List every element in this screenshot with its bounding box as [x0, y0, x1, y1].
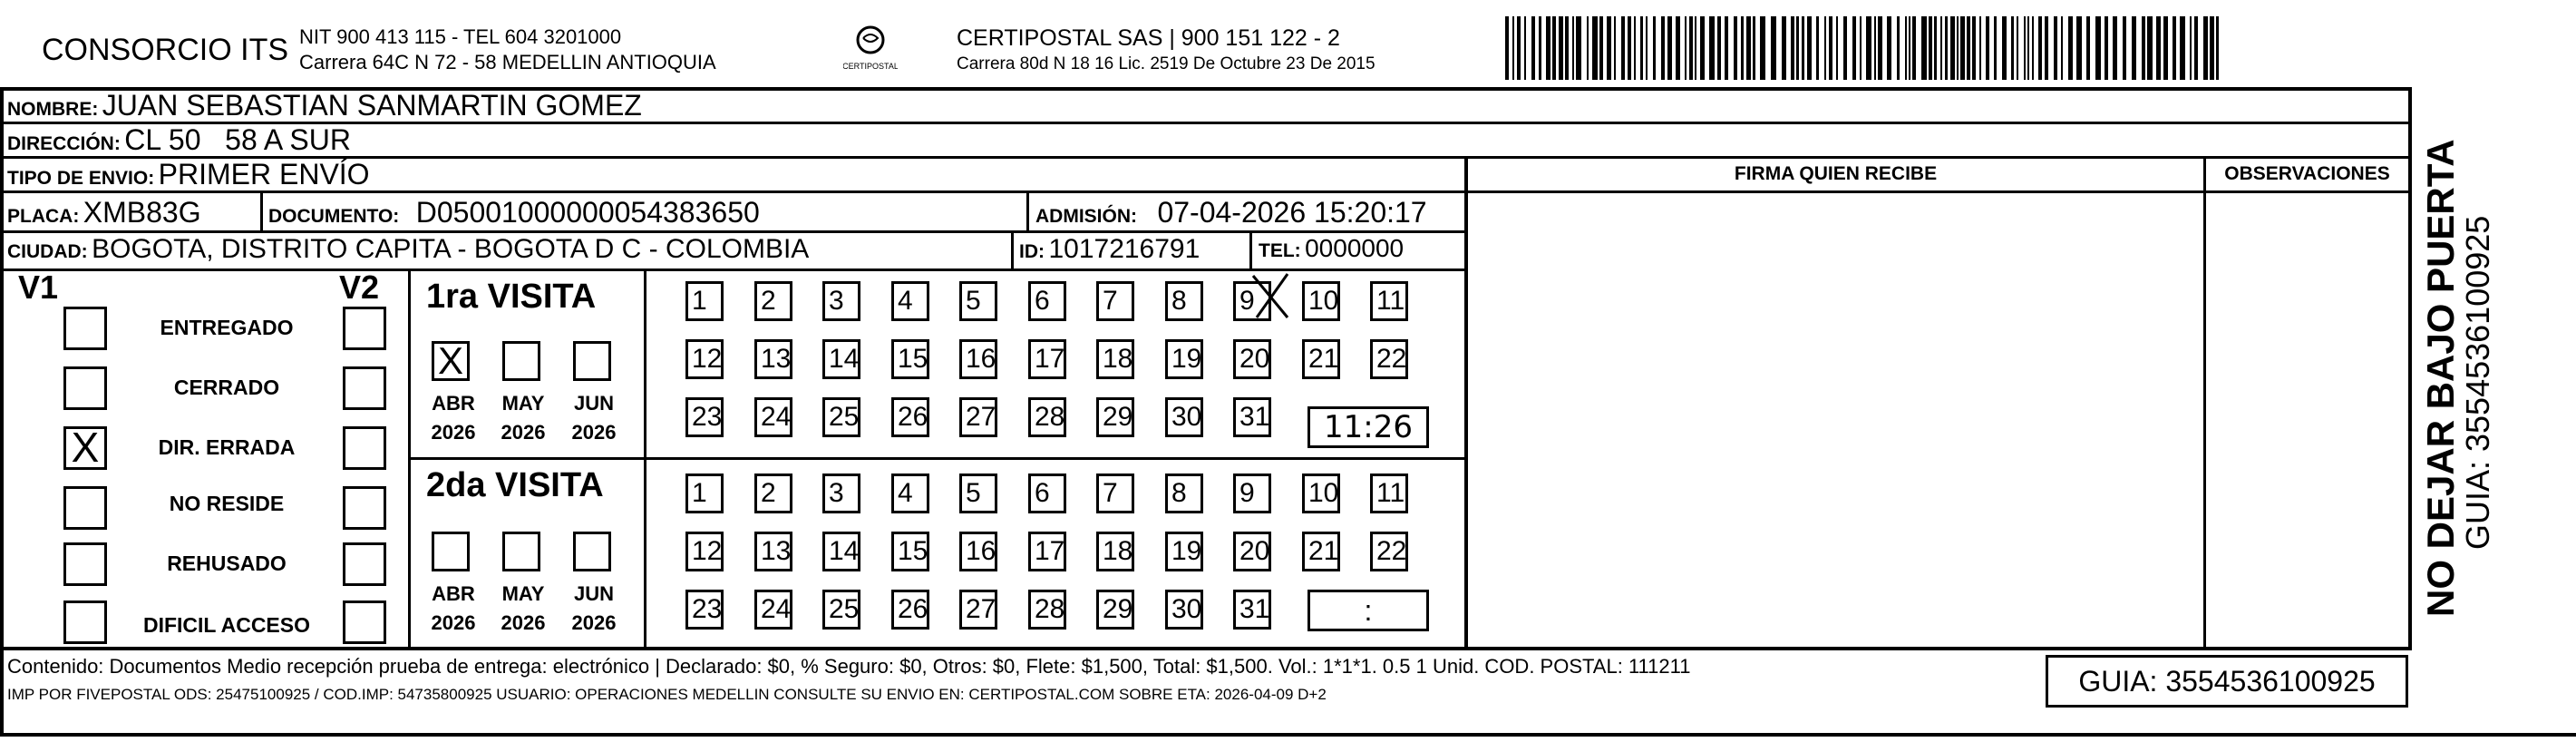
first-visit-day-8[interactable]: 8 [1165, 281, 1203, 321]
first-visit-day-18[interactable]: 18 [1096, 339, 1134, 379]
id-row [1019, 234, 1200, 265]
second-visit-day-6[interactable]: 6 [1028, 474, 1066, 513]
first-visit-day-25[interactable]: 25 [822, 397, 860, 437]
first-month-abr-label: ABR [432, 392, 475, 415]
admision-label: ADMISIÓN: [1035, 206, 1137, 227]
first-visit-day-13[interactable]: 13 [754, 339, 792, 379]
v2-dificil-acceso-checkbox[interactable] [343, 600, 386, 644]
company-line2: Carrera 64C N 72 - 58 MEDELLIN ANTIOQUIA [299, 51, 716, 73]
id-label: ID: [1019, 241, 1045, 262]
second-visit-day-13[interactable]: 13 [754, 532, 792, 571]
tipo-envio-value: PRIMER ENVÍO [158, 158, 370, 190]
second-visit-title: 2da VISITA [426, 466, 604, 504]
second-visit-day-1[interactable]: 1 [685, 474, 724, 513]
second-visit-day-26[interactable]: 26 [891, 590, 929, 630]
second-visit-month-abr[interactable] [432, 532, 470, 571]
day-9-strike-mark [1248, 270, 1293, 321]
documento-row [268, 196, 760, 229]
courier-line2: Carrera 80d N 18 16 Lic. 2519 De Octubre 23 De 2015 [957, 54, 1375, 73]
second-month-abr-label: ABR [432, 582, 475, 605]
courier-line1: CERTIPOSTAL SAS | 900 151 122 - 2 [957, 25, 1340, 51]
first-visit-day-10[interactable]: 10 [1302, 281, 1340, 321]
second-visit-time-box[interactable]: : [1307, 590, 1429, 631]
direccion-label: DIRECCIÓN: [7, 133, 121, 154]
first-visit-month-may[interactable] [502, 341, 540, 381]
second-visit-day-16[interactable]: 16 [959, 532, 997, 571]
v2-label: V2 [339, 268, 380, 306]
placa-label: PLACA: [7, 206, 80, 227]
second-visit-day-7[interactable]: 7 [1096, 474, 1134, 513]
first-visit-day-24[interactable]: 24 [754, 397, 792, 437]
second-visit-month-may[interactable] [502, 532, 540, 571]
first-visit-day-1[interactable]: 1 [685, 281, 724, 321]
second-visit-day-21[interactable]: 21 [1302, 532, 1340, 571]
first-visit-day-5[interactable]: 5 [959, 281, 997, 321]
first-visit-day-29[interactable]: 29 [1096, 397, 1134, 437]
first-visit-month-abr[interactable]: X [432, 341, 470, 381]
second-visit-day-31[interactable]: 31 [1233, 590, 1271, 630]
firma-header: FIRMA QUIEN RECIBE [1734, 163, 1938, 184]
second-visit-day-23[interactable]: 23 [685, 590, 724, 630]
second-visit-day-29[interactable]: 29 [1096, 590, 1134, 630]
status-no-reside: NO RESIDE [169, 492, 285, 515]
first-visit-day-28[interactable]: 28 [1028, 397, 1066, 437]
status-rehusado: REHUSADO [167, 552, 287, 575]
nombre-value: JUAN SEBASTIAN SANMARTIN GOMEZ [102, 89, 642, 122]
first-visit-day-23[interactable]: 23 [685, 397, 724, 437]
first-visit-day-15[interactable]: 15 [891, 339, 929, 379]
tipo-envio-row [7, 158, 370, 191]
tipo-envio-label: TIPO DE ENVIO: [7, 168, 155, 189]
first-visit-day-21[interactable]: 21 [1302, 339, 1340, 379]
second-visit-day-14[interactable]: 14 [822, 532, 860, 571]
admision-value: 07-04-2026 15:20:17 [1157, 196, 1427, 229]
placa-row [7, 196, 201, 229]
ciudad-row [7, 234, 809, 265]
v2-dir-errada-checkbox[interactable] [343, 426, 386, 470]
second-year-may: 2026 [501, 611, 546, 634]
status-dificil-acceso: DIFICIL ACCESO [142, 613, 310, 637]
v1-dir-errada-checkbox[interactable]: X [63, 426, 107, 470]
nombre-row [7, 89, 642, 122]
footer-imp: IMP POR FIVEPOSTAL ODS: 25475100925 / COD.IMP: 54735800925 USUARIO: OPERACIONES MEDELLIN CONSULTE SU ENVIO EN: CERTIPOSTAL.COM SOBRE ETA: 2026-04-09 D+2 [7, 686, 1327, 703]
first-visit-day-22[interactable]: 22 [1370, 339, 1408, 379]
company-line1: NIT 900 413 115 - TEL 604 3201000 [299, 25, 622, 48]
barcode [1505, 16, 2231, 80]
second-visit-day-4[interactable]: 4 [891, 474, 929, 513]
tel-row [1259, 234, 1404, 263]
side-guia: GUIA: 3554536100925 [2459, 215, 2496, 550]
admision-row [1035, 196, 1427, 229]
second-visit-day-30[interactable]: 30 [1165, 590, 1203, 630]
second-visit-day-5[interactable]: 5 [959, 474, 997, 513]
second-visit-day-12[interactable]: 12 [685, 532, 724, 571]
tel-value: 0000000 [1305, 234, 1405, 262]
first-visit-day-9[interactable]: 9 [1233, 281, 1271, 321]
v1-no-reside-checkbox[interactable] [63, 486, 107, 530]
documento-label: DOCUMENTO: [268, 206, 400, 227]
second-visit-month-jun[interactable] [573, 532, 611, 571]
second-visit-day-28[interactable]: 28 [1028, 590, 1066, 630]
first-visit-day-27[interactable]: 27 [959, 397, 997, 437]
first-visit-day-17[interactable]: 17 [1028, 339, 1066, 379]
first-visit-day-20[interactable]: 20 [1233, 339, 1271, 379]
second-visit-day-22[interactable]: 22 [1370, 532, 1408, 571]
placa-value: XMB83G [83, 196, 201, 229]
first-visit-day-11[interactable]: 11 [1370, 281, 1408, 321]
first-year-abr: 2026 [431, 421, 476, 444]
v2-cerrado-checkbox[interactable] [343, 366, 386, 410]
nombre-label: NOMBRE: [7, 99, 99, 120]
second-visit-day-15[interactable]: 15 [891, 532, 929, 571]
second-visit-day-18[interactable]: 18 [1096, 532, 1134, 571]
v1-dificil-acceso-checkbox[interactable] [63, 600, 107, 644]
direccion-row [7, 123, 351, 157]
footer-guia-box: GUIA: 3554536100925 [2046, 655, 2408, 708]
second-visit-day-2[interactable]: 2 [754, 474, 792, 513]
second-visit-day-20[interactable]: 20 [1233, 532, 1271, 571]
first-year-may: 2026 [501, 421, 546, 444]
second-year-jun: 2026 [571, 611, 617, 634]
second-month-may-label: MAY [501, 582, 545, 605]
id-value: 1017216791 [1048, 234, 1201, 264]
v1-entregado-checkbox[interactable] [63, 307, 107, 350]
footer-contenido: Contenido: Documentos Medio recepción prueba de entrega: electrónico | Declarado: $0, % Seguro: $0, Otros: $0, Flete: $1,500, Total: $1,500. Vol.: 1*1*1. 0.5 1 Unid. COD. POSTAL: 111211 [7, 655, 1691, 678]
first-visit-day-2[interactable]: 2 [754, 281, 792, 321]
first-visit-day-6[interactable]: 6 [1028, 281, 1066, 321]
first-visit-day-7[interactable]: 7 [1096, 281, 1134, 321]
second-visit-day-17[interactable]: 17 [1028, 532, 1066, 571]
second-visit-day-19[interactable]: 19 [1165, 532, 1203, 571]
second-visit-day-3[interactable]: 3 [822, 474, 860, 513]
first-month-may-label: MAY [501, 392, 545, 415]
second-visit-day-8[interactable]: 8 [1165, 474, 1203, 513]
documento-value: D05001000000054383650 [415, 196, 760, 229]
first-visit-day-16[interactable]: 16 [959, 339, 997, 379]
ciudad-value: BOGOTA, DISTRITO CAPITA - BOGOTA D C - COLOMBIA [92, 234, 810, 264]
status-dir-errada: DIR. ERRADA [158, 435, 296, 459]
direccion-value: CL 50 58 A SUR [124, 123, 351, 156]
v1-cerrado-checkbox[interactable] [63, 366, 107, 410]
second-visit-day-9[interactable]: 9 [1233, 474, 1271, 513]
first-visit-day-12[interactable]: 12 [685, 339, 724, 379]
first-visit-day-26[interactable]: 26 [891, 397, 929, 437]
v1-rehusado-checkbox[interactable] [63, 542, 107, 586]
tel-label: TEL: [1259, 240, 1301, 261]
first-visit-day-14[interactable]: 14 [822, 339, 860, 379]
observaciones-header: OBSERVACIONES [2224, 163, 2390, 184]
ciudad-label: CIUDAD: [7, 241, 88, 262]
first-visit-day-19[interactable]: 19 [1165, 339, 1203, 379]
side-warning: NO DEJAR BAJO PUERTA [2419, 139, 2462, 617]
first-visit-title: 1ra VISITA [426, 278, 597, 316]
v2-no-reside-checkbox[interactable] [343, 486, 386, 530]
second-month-jun-label: JUN [573, 582, 614, 605]
second-visit-day-10[interactable]: 10 [1302, 474, 1340, 513]
status-entregado: ENTREGADO [160, 316, 294, 339]
first-month-jun-label: JUN [573, 392, 614, 415]
logo-text: CERTIPOSTAL [843, 62, 898, 71]
first-visit-month-jun[interactable] [573, 341, 611, 381]
v2-rehusado-checkbox[interactable] [343, 542, 386, 586]
company-name: CONSORCIO ITS [42, 33, 289, 67]
second-visit-day-25[interactable]: 25 [822, 590, 860, 630]
second-visit-day-24[interactable]: 24 [754, 590, 792, 630]
first-visit-day-3[interactable]: 3 [822, 281, 860, 321]
first-year-jun: 2026 [571, 421, 617, 444]
certipostal-logo [843, 22, 898, 76]
v2-entregado-checkbox[interactable] [343, 307, 386, 350]
first-visit-day-31[interactable]: 31 [1233, 397, 1271, 437]
status-cerrado: CERRADO [173, 376, 280, 399]
second-year-abr: 2026 [431, 611, 476, 634]
first-visit-time-box[interactable]: 11:26 [1307, 406, 1429, 448]
v1-label: V1 [18, 268, 59, 306]
second-visit-day-11[interactable]: 11 [1370, 474, 1408, 513]
second-visit-day-27[interactable]: 27 [959, 590, 997, 630]
first-visit-day-4[interactable]: 4 [891, 281, 929, 321]
first-visit-day-30[interactable]: 30 [1165, 397, 1203, 437]
